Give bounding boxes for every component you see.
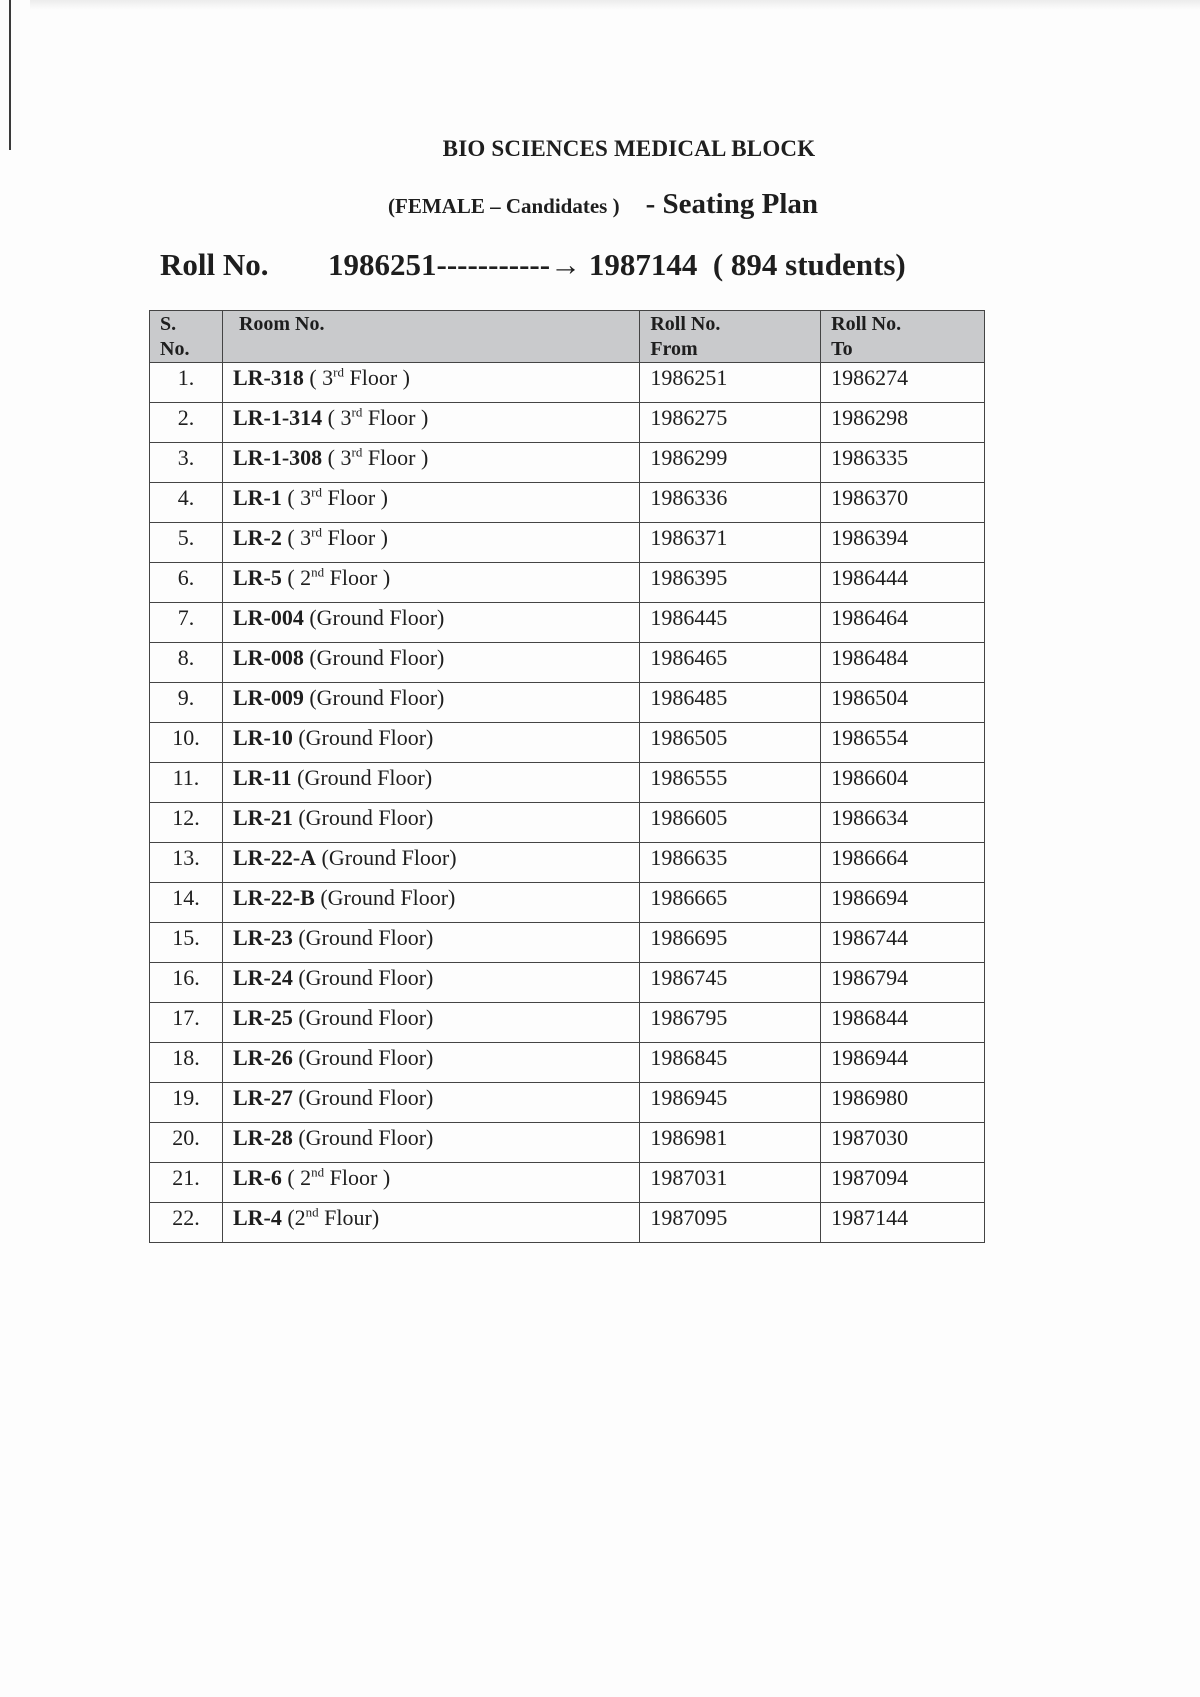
cell-room [222,923,639,963]
cell-roll-from: 1986695 [640,923,821,963]
header-room-label: Room No. [238,313,325,335]
cell-room [222,403,639,443]
room-code: LR-318 [232,365,304,390]
cell-room [222,563,639,603]
cell-roll-to: 1986444 [821,563,985,603]
cell-sno: 1. [150,363,223,403]
cell-roll-to: 1986634 [821,803,985,843]
cell-roll-from: 1986251 [640,363,821,403]
header-sno-line2: No. [160,338,190,360]
cell-sno: 9. [150,683,223,723]
cell-sno: 16. [150,963,223,1003]
floor-text: (Ground Floor) [298,965,434,990]
cell-roll-from: 1986845 [640,1043,821,1083]
cell-room [222,1003,639,1043]
cell-sno: 19. [150,1083,223,1123]
table-row [150,363,985,403]
floor-text: (Ground Floor) [298,1125,434,1150]
roll-range-line [160,247,906,283]
table-header-row [150,311,985,363]
cell-sno: 12. [150,803,223,843]
cell-sno: 14. [150,883,223,923]
floor-text: (Ground Floor) [298,1085,434,1110]
header-roll-to [821,311,985,363]
table-row [150,403,985,443]
cell-room [222,963,639,1003]
cell-room [222,723,639,763]
floor-ordinal: nd [311,564,325,580]
room-code: LR-004 [232,605,304,630]
floor-text: (Ground Floor) [298,805,434,830]
floor-ordinal: nd [305,1204,319,1220]
floor-ordinal: nd [311,1164,325,1180]
cell-roll-from: 1986371 [640,523,821,563]
room-code: LR-4 [232,1205,282,1230]
cell-roll-to: 1987094 [821,1163,985,1203]
floor-text: (Ground Floor) [321,845,457,870]
cell-sno: 18. [150,1043,223,1083]
cell-room [222,1043,639,1083]
floor-ordinal: rd [333,364,344,380]
floor-text-end: Floor ) [322,485,388,510]
seating-plan-label: - Seating Plan [645,188,819,220]
cell-sno: 22. [150,1203,223,1243]
table-row [150,963,985,1003]
cell-room [222,603,639,643]
floor-text-end: Floor ) [322,525,388,550]
table-row [150,883,985,923]
room-code: LR-1 [232,485,282,510]
cell-roll-to: 1986370 [821,483,985,523]
cell-sno: 10. [150,723,223,763]
cell-roll-from: 1986395 [640,563,821,603]
cell-room [222,443,639,483]
table-row [150,1043,985,1083]
cell-room [222,843,639,883]
cell-roll-from: 1986795 [640,1003,821,1043]
table-row [150,723,985,763]
table-row [150,1203,985,1243]
cell-roll-to: 1986694 [821,883,985,923]
document-title: BIO SCIENCES MEDICAL BLOCK [442,136,816,161]
cell-roll-from: 1986299 [640,443,821,483]
header-from-line2: From [650,338,698,360]
cell-roll-from: 1986465 [640,643,821,683]
header-roll-from [640,311,821,363]
floor-text: ( 3 [287,525,312,550]
table-row [150,523,985,563]
cell-roll-to: 1986554 [821,723,985,763]
header-room [222,311,639,363]
cell-room [222,883,639,923]
floor-ordinal: rd [311,484,322,500]
table-row [150,843,985,883]
room-code: LR-10 [232,725,293,750]
student-count: ( 894 students) [712,247,906,282]
floor-text: (Ground Floor) [297,765,433,790]
cell-sno: 4. [150,483,223,523]
cell-roll-from: 1986745 [640,963,821,1003]
floor-text: (Ground Floor) [309,645,445,670]
cell-roll-to: 1987144 [821,1203,985,1243]
floor-text-end: Flour) [318,1205,380,1230]
floor-text: (Ground Floor) [309,685,445,710]
cell-sno: 20. [150,1123,223,1163]
floor-text: (Ground Floor) [298,1005,434,1030]
cell-roll-to: 1986944 [821,1043,985,1083]
document-subtitle [388,188,818,221]
room-code: LR-27 [232,1085,293,1110]
table-row [150,603,985,643]
cell-room [222,803,639,843]
cell-room [222,1203,639,1243]
floor-text-end: Floor ) [324,1165,391,1190]
cell-sno: 15. [150,923,223,963]
cell-roll-from: 1986665 [640,883,821,923]
floor-text: ( 3 [309,365,334,390]
cell-roll-from: 1986275 [640,403,821,443]
scan-edge-mark [9,0,11,150]
floor-text-end: Floor ) [362,445,429,470]
room-code: LR-25 [232,1005,293,1030]
table-row [150,923,985,963]
room-code: LR-22-A [232,845,317,870]
cell-room [222,523,639,563]
room-code: LR-23 [232,925,293,950]
cell-sno: 17. [150,1003,223,1043]
table-row [150,443,985,483]
cell-sno: 13. [150,843,223,883]
cell-roll-to: 1987030 [821,1123,985,1163]
room-code: LR-2 [232,525,282,550]
cell-sno: 2. [150,403,223,443]
room-code: LR-1-314 [232,405,323,430]
seating-plan-table [149,310,985,1243]
cell-room [222,643,639,683]
cell-roll-from: 1986485 [640,683,821,723]
cell-roll-to: 1986484 [821,643,985,683]
arrow-icon: -----------→ [436,247,582,282]
roll-label: Roll No. [160,247,269,282]
roll-range-start: 1986251 [328,247,437,282]
header-from-line1: Roll No. [650,313,721,335]
floor-text-end: Floor ) [344,365,410,390]
cell-roll-to: 1986504 [821,683,985,723]
cell-roll-to: 1986335 [821,443,985,483]
header-sno [150,311,223,363]
room-code: LR-26 [232,1045,293,1070]
cell-roll-to: 1986664 [821,843,985,883]
cell-roll-from: 1986635 [640,843,821,883]
room-code: LR-21 [232,805,293,830]
floor-text: (Ground Floor) [298,1045,434,1070]
cell-roll-from: 1986336 [640,483,821,523]
cell-roll-from: 1986605 [640,803,821,843]
floor-text: ( 3 [327,405,352,430]
table-row [150,563,985,603]
cell-roll-to: 1986980 [821,1083,985,1123]
floor-text: (Ground Floor) [298,925,434,950]
table-row [150,1003,985,1043]
table-row [150,483,985,523]
cell-roll-to: 1986604 [821,763,985,803]
room-code: LR-22-B [232,885,315,910]
cell-sno: 11. [150,763,223,803]
cell-room [222,483,639,523]
cell-room [222,1123,639,1163]
roll-range-end: 1987144 [588,247,698,282]
room-code: LR-1-308 [232,445,323,470]
table-row [150,1083,985,1123]
floor-text: ( 2 [287,565,312,590]
floor-text-end: Floor ) [324,565,391,590]
room-code: LR-008 [232,645,304,670]
cell-room [222,363,639,403]
cell-roll-to: 1986464 [821,603,985,643]
cell-room [222,1083,639,1123]
table-row [150,1163,985,1203]
cell-roll-from: 1986555 [640,763,821,803]
cell-roll-to: 1986274 [821,363,985,403]
cell-roll-from: 1986505 [640,723,821,763]
cell-sno: 7. [150,603,223,643]
cell-roll-to: 1986794 [821,963,985,1003]
cell-room [222,1163,639,1203]
floor-text: ( 2 [287,1165,312,1190]
cell-roll-to: 1986844 [821,1003,985,1043]
table-row [150,643,985,683]
table-row [150,803,985,843]
room-code: LR-6 [232,1165,282,1190]
cell-roll-to: 1986744 [821,923,985,963]
header-to-line2: To [831,338,853,360]
floor-text: (2 [287,1205,306,1230]
cell-roll-from: 1987095 [640,1203,821,1243]
cell-sno: 3. [150,443,223,483]
floor-text: ( 3 [287,485,312,510]
floor-text: (Ground Floor) [320,885,456,910]
cell-roll-from: 1986981 [640,1123,821,1163]
cell-room [222,763,639,803]
table-row [150,683,985,723]
header-to-line1: Roll No. [831,313,902,335]
floor-ordinal: rd [351,404,363,420]
cell-sno: 8. [150,643,223,683]
table-row [150,1123,985,1163]
cell-roll-to: 1986394 [821,523,985,563]
floor-ordinal: rd [311,524,322,540]
candidate-group: (FEMALE – Candidates ) [388,194,620,218]
cell-sno: 21. [150,1163,223,1203]
header-sno-line1: S. [160,313,177,335]
scan-shadow [30,0,1200,10]
cell-roll-from: 1987031 [640,1163,821,1203]
floor-text-end: Floor ) [362,405,429,430]
floor-text: (Ground Floor) [309,605,445,630]
table-row [150,763,985,803]
cell-sno: 6. [150,563,223,603]
room-code: LR-28 [232,1125,293,1150]
cell-room [222,683,639,723]
room-code: LR-11 [232,765,292,790]
room-code: LR-24 [232,965,293,990]
floor-ordinal: rd [351,444,363,460]
cell-roll-to: 1986298 [821,403,985,443]
cell-roll-from: 1986945 [640,1083,821,1123]
floor-text: ( 3 [327,445,352,470]
cell-roll-from: 1986445 [640,603,821,643]
floor-text: (Ground Floor) [298,725,434,750]
room-code: LR-5 [232,565,282,590]
cell-sno: 5. [150,523,223,563]
room-code: LR-009 [232,685,304,710]
